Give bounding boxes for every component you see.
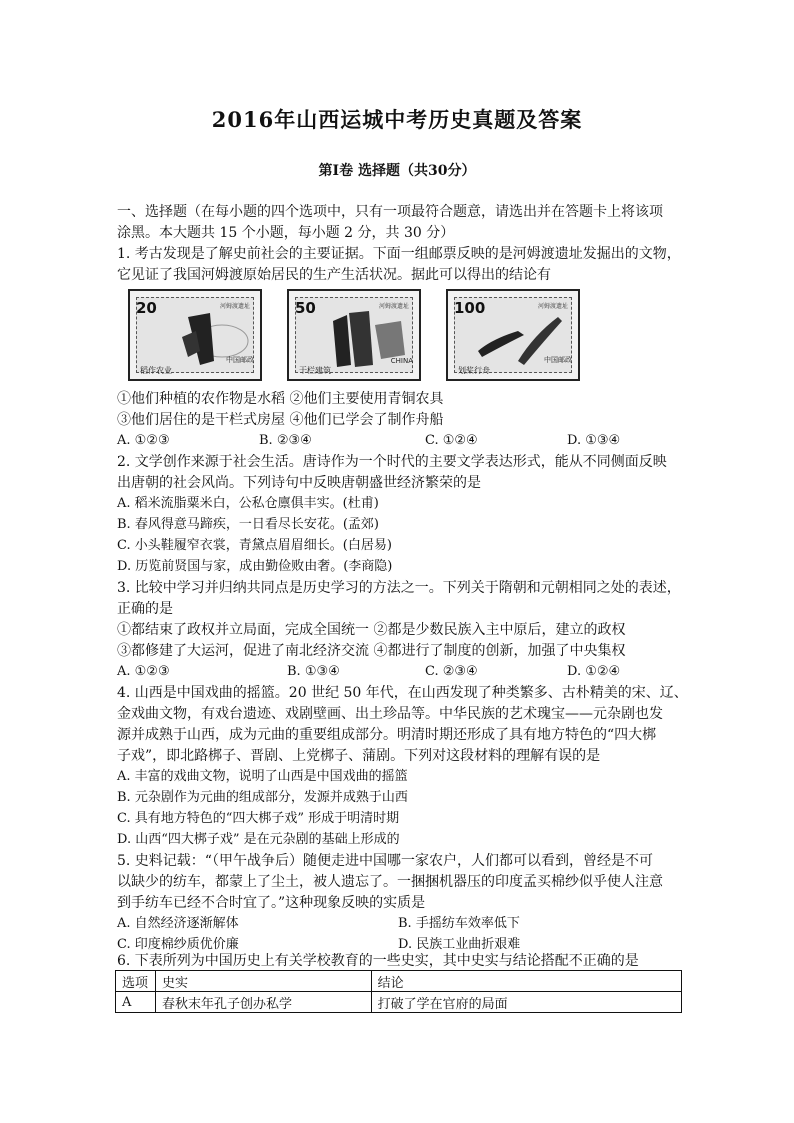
q4-stem-line2: 金戏曲文物，有戏台遗迹、戏剧壁画、出土珍品等。中华民族的艺术瑰宝——元杂剧也发 [117,706,663,722]
table-row [116,992,682,1013]
q1-option-d[interactable]: D. ①③④ [567,433,621,448]
stamp-label: 河姆渡遗址 [378,303,409,310]
q5-option-c[interactable]: C. 印度棉纱质优价廉 [117,937,239,952]
q1-option-b[interactable]: B. ②③④ [259,433,312,448]
q5-option-a[interactable]: A. 自然经济逐渐解体 [117,916,239,931]
q5-option-d[interactable]: D. 民族工业曲折艰难 [398,937,521,952]
q4-option-c[interactable]: C. 具有地方特色的“四大梆子戏” 形成于明清时期 [117,811,400,826]
q4-option-d[interactable]: D. 山西“四大梆子戏” 是在元杂剧的基础上形成的 [117,832,400,847]
q5-stem-line1: 5. 史料记载：“（甲午战争后）随便走进中国哪一家农户，人们都可以看到，曾经是不可 [117,853,653,869]
q3-statements-line2: ③都修建了大运河，促进了南北经济交流 ④都进行了制度的创新，加强了中央集权 [117,643,626,659]
stamp-value: 50 [295,299,316,317]
q4-stem-line3: 源并成熟于山西，成为元曲的重要组成部分。明清时期还形成了具有地方特色的“四大梆 [117,727,657,743]
q3-stem-line1: 3. 比较中学习并归纳共同点是历史学习的方法之一。下列关于隋朝和元朝相同之处的表述， [117,580,681,596]
stamp-value: 20 [136,299,157,317]
q1-option-c[interactable]: C. ①②④ [425,433,478,448]
q3-option-a[interactable]: A. ①②③ [117,664,170,679]
q4-option-a[interactable]: A. 丰富的戏曲文物，说明了山西是中国戏曲的摇篮 [117,769,408,784]
section-instructions-line1: 一、选择题（在每小题的四个选项中，只有一项最符合题意，请选出并在答题卡上将该项 [117,204,663,220]
q5-stem-line2: 以缺少的纺车，都蒙上了尘土，被人遗忘了。一捆捆机器压的印度孟买棉纱似乎使人注意 [117,874,663,890]
q6-stem-line1: 6. 下表所列为中国历史上有关学校教育的一些史实，其中史实与结论搭配不正确的是 [117,953,639,969]
q4-stem-line1: 4. 山西是中国戏曲的摇篮。20 世纪 50 年代，在山西发现了种类繁多、古朴精美的宋、辽、 [117,685,688,701]
q2-option-c[interactable]: C. 小头鞋履窄衣裳，青黛点眉眉细长。(白居易) [117,538,392,553]
q4-stem-line4: 子戏”，即北路梆子、晋剧、上党梆子、蒲剧。下列对这段材料的理解有误的是 [117,748,601,764]
q1-stem-line2: 它见证了我国河姆渡原始居民的生产生活状况。据此可以得出的结论有 [117,267,551,283]
q3-stem-line2: 正确的是 [117,601,173,617]
q2-option-b[interactable]: B. 春风得意马蹄疾，一日看尽长安花。(孟郊) [117,517,379,532]
q1-stem-line1: 1. 考古发现是了解史前社会的主要证据。下面一组邮票反映的是河姆渡遗址发掘出的文物， [117,246,681,262]
stamp-country: 中国邮政 [544,356,572,364]
stamp-label: 河姆渡遗址 [219,303,250,310]
q1-statements-line1: ①他们种植的农作物是水稻 ②他们主要使用青铜农具 [117,391,444,407]
stamp-caption: 干栏建筑 [299,366,331,375]
q5-stem-line3: 到手纺车已经不合时宜了。”这种现象反映的实质是 [117,895,426,911]
stamp-value: 100 [454,299,486,317]
section-subtitle: 第Ⅰ卷 选择题（共30分） [318,163,476,179]
q1-statements-line2: ③他们居住的是干栏式房屋 ④他们已学会了制作舟船 [117,412,444,428]
stamp-paddle-boat [446,289,580,381]
q3-option-d[interactable]: D. ①②④ [567,664,621,679]
q2-stem-line2: 出唐朝的社会风尚。下列诗句中反映唐朝盛世经济繁荣的是 [117,475,481,491]
stamp-country: CHINA [390,357,413,365]
table-header-cell: 史实 [155,971,371,992]
section-instructions-line2: 涂黑。本大题共 15 个小题，每小题 2 分，共 30 分） [117,225,455,241]
table-cell: A [116,992,156,1013]
q6-table [115,970,682,1013]
stamp-country: 中国邮政 [226,356,254,364]
table-cell: 打破了学在官府的局面 [371,992,681,1013]
q4-option-b[interactable]: B. 元杂剧作为元曲的组成部分，发源并成熟于山西 [117,790,408,805]
table-header-cell: 选项 [116,971,156,992]
stamp-label: 河姆渡遗址 [537,303,568,310]
table-cell: 春秋末年孔子创办私学 [155,992,371,1013]
q3-statements-line1: ①都结束了政权并立局面，完成全国统一 ②都是少数民族入主中原后，建立的政权 [117,622,626,638]
stamp-stilt-house [287,289,421,381]
stamp-rice-farming [128,289,262,381]
q3-option-c[interactable]: C. ②③④ [425,664,478,679]
q3-option-b[interactable]: B. ①③④ [287,664,340,679]
q2-stem-line1: 2. 文学创作来源于社会生活。唐诗作为一个时代的主要文学表达形式，能从不同侧面反映 [117,454,667,470]
table-header-cell: 结论 [371,971,681,992]
page-title: 2016年山西运城中考历史真题及答案 [211,107,583,132]
q2-option-a[interactable]: A. 稻米流脂粟米白，公私仓廪俱丰实。(杜甫) [117,496,379,511]
q5-option-b[interactable]: B. 手摇纺车效率低下 [398,916,520,931]
q2-option-d[interactable]: D. 历览前贤国与家，成由勤俭败由奢。(李商隐) [117,559,393,574]
stamp-caption: 稻作农业 [140,366,172,375]
q1-option-a[interactable]: A. ①②③ [117,433,170,448]
stamp-caption: 划桨行舟 [458,366,490,375]
table-header-row [116,971,682,992]
